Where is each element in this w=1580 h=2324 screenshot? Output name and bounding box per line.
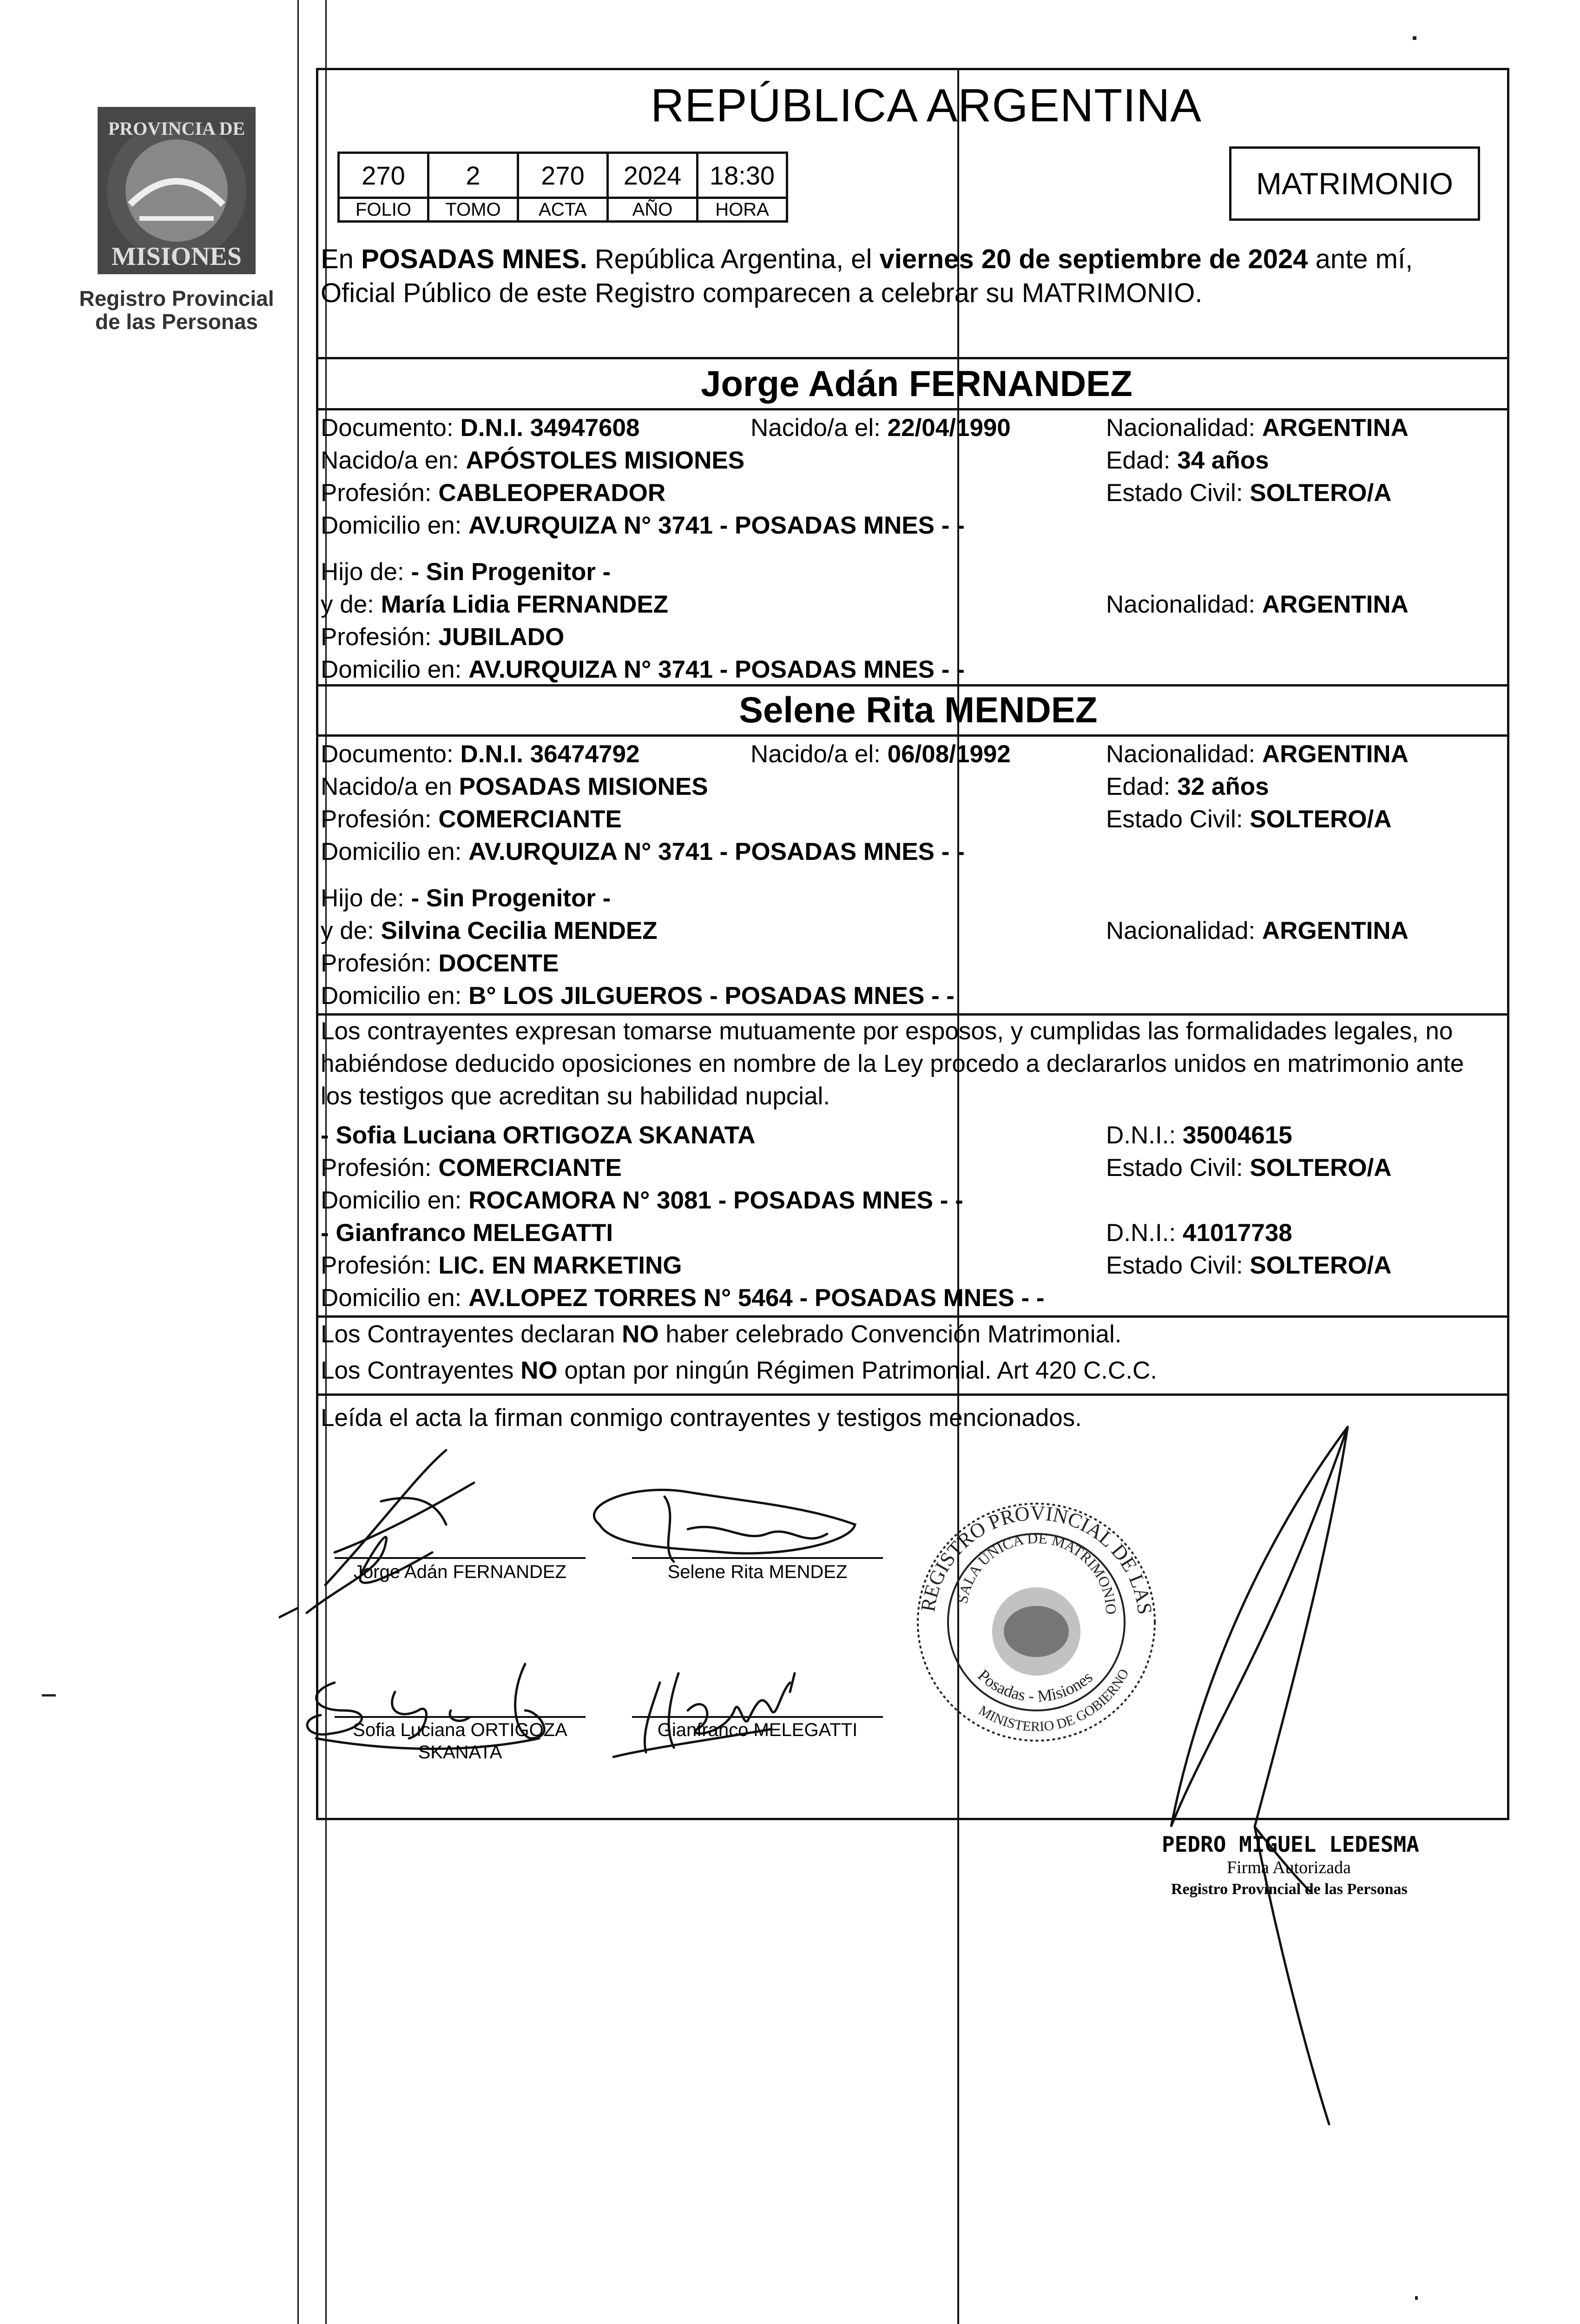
convention-line2: Los Contrayentes NO optan por ningún Régimen Patrimonial. Art 420 C.C.C. [321,1357,1157,1384]
groom-nationality: Nacionalidad: ARGENTINA [1106,414,1409,442]
acta-label: ACTA [518,198,608,222]
bride-birth-date: Nacido/a el: 06/08/1992 [750,740,1011,768]
witness1-address: Domicilio en: ROCAMORA N° 3081 - POSADAS MNES - - [321,1187,963,1214]
groom-name: Jorge Adán FERNANDEZ [701,363,1132,404]
groom-address: Domicilio en: AV.URQUIZA N° 3741 - POSADAS MNES - - [321,512,965,539]
folio-label: FOLIO [339,198,428,222]
seal-ministry-text: MINISTERIO DE GOBIERNO [976,1666,1132,1735]
groom-mother-nationality: Nacionalidad: ARGENTINA [1106,591,1409,618]
scan-margin-line [297,0,299,2324]
bride-signature-caption: Selene Rita MENDEZ [667,1562,848,1582]
witness2-dni: D.N.I.: 41017738 [1106,1219,1292,1247]
divider [316,734,1509,737]
record-reference-table [337,152,788,223]
svg-text:PROVINCIA DE: PROVINCIA DE [108,118,245,139]
groom-birth-place: Nacido/a en: APÓSTOLES MISIONES [321,447,745,474]
witness1-civil-status: Estado Civil: SOLTERO/A [1106,1154,1392,1182]
divider [316,1393,1509,1396]
groom-birth-date: Nacido/a el: 22/04/1990 [750,414,1011,442]
year-label: AÑO [608,198,698,222]
witness2-address: Domicilio en: AV.LOPEZ TORRES N° 5464 - POSADAS MNES - - [321,1284,1045,1312]
year-value: 2024 [608,153,698,198]
tomo-label: TOMO [428,198,518,222]
witness1-signature-caption-line2: SKANATA [418,1742,502,1763]
divider [316,408,1509,410]
bride-parent-address: Domicilio en: B° LOS JILGUEROS - POSADAS MNES - - [321,982,955,1010]
coat-of-arms-icon [79,98,274,293]
bride-parent-profession: Profesión: DOCENTE [321,950,559,977]
declaration-line1: Los contrayentes expresan tomarse mutuamente por esposos, y cumplidas las formalidades legales, no [321,1017,1453,1045]
declaration-line3: los testigos que acreditan su habilidad nupcial. [321,1083,830,1110]
groom-parent-address: Domicilio en: AV.URQUIZA N° 3741 - POSADAS MNES - - [321,656,965,683]
bride-mother: y de: Silvina Cecilia MENDEZ [321,917,658,944]
witness2-civil-status: Estado Civil: SOLTERO/A [1106,1252,1392,1279]
record-type-box: MATRIMONIO [1229,146,1480,221]
intro-line2: Oficial Público de este Registro comparecen a celebrar su MATRIMONIO. [321,278,1203,308]
folio-value: 270 [339,153,428,198]
hour-value: 18:30 [698,153,787,198]
divider [316,1013,1509,1016]
officer-name: PEDRO MIGUEL LEDESMA [1162,1832,1419,1857]
officer-signature [1152,1408,1413,2133]
registry-logo [79,98,274,339]
groom-signature-caption: Jorge Adán FERNANDEZ [354,1562,566,1582]
officer-office: Registro Provincial de las Personas [1171,1881,1408,1898]
groom-father: Hijo de: - Sin Progenitor - [321,558,611,586]
witness1-name: - Sofia Luciana ORTIGOZA SKANATA [321,1122,756,1149]
witness2-signature-caption: Gianfranco MELEGATTI [657,1720,858,1740]
groom-age: Edad: 34 años [1106,447,1269,474]
closing-statement: Leída el acta la firman conmigo contrayentes y testigos mencionados. [321,1404,1082,1432]
hour-label: HORA [698,198,787,222]
witness1-profession: Profesión: COMERCIANTE [321,1154,622,1182]
signature-line [335,1716,586,1718]
bride-father: Hijo de: - Sin Progenitor - [321,885,611,912]
intro-line1: En POSADAS MNES. República Argentina, el viernes 20 de septiembre de 2024 ante mí, [321,244,1413,274]
seal-inner-text: SALA ÚNICA DE MATRIMONIO [954,1529,1120,1615]
logo-caption-line2: de las Personas [95,310,258,334]
groom-civil-status: Estado Civil: SOLTERO/A [1106,479,1392,507]
scan-speck [1415,2296,1418,2300]
bride-profession: Profesión: COMERCIANTE [321,805,622,833]
acta-value: 270 [518,153,608,198]
bride-address: Domicilio en: AV.URQUIZA N° 3741 - POSADAS MNES - - [321,838,965,865]
logo-caption-line1: Registro Provincial [79,286,274,310]
bride-nationality: Nacionalidad: ARGENTINA [1106,740,1409,768]
divider [316,357,1509,359]
svg-text:MISIONES: MISIONES [111,242,242,271]
seal-bottom-text: Posadas - Misiones [974,1665,1096,1706]
scan-speck [42,1694,56,1697]
official-seal [906,1492,1166,1752]
bride-mother-nationality: Nacionalidad: ARGENTINA [1106,917,1409,944]
seal-stamp-icon [906,1492,1166,1752]
page-title: REPÚBLICA ARGENTINA [651,79,1202,132]
declaration-line2: habiéndose deducido oposiciones en nombre de la Ley procedo a declararlos unidos en matrimonio ante [321,1050,1464,1077]
groom-mother: y de: María Lidia FERNANDEZ [321,591,669,618]
groom-parent-profession: Profesión: JUBILADO [321,623,565,651]
divider [316,684,1509,687]
officer-role: Firma Autorizada [1227,1858,1351,1877]
groom-profession: Profesión: CABLEOPERADOR [321,479,666,507]
scan-speck [1413,36,1416,40]
witness2-name: - Gianfranco MELEGATTI [321,1219,613,1247]
bride-name: Selene Rita MENDEZ [739,689,1098,730]
bride-civil-status: Estado Civil: SOLTERO/A [1106,805,1392,833]
bride-age: Edad: 32 años [1106,773,1269,800]
groom-document: Documento: D.N.I. 34947608 [321,414,640,442]
convention-line1: Los Contrayentes declaran NO haber celebrado Convención Matrimonial. [321,1320,1122,1348]
signature-line [335,1557,586,1559]
signature-line [632,1557,883,1559]
bride-document: Documento: D.N.I. 36474792 [321,740,640,768]
bride-birth-place: Nacido/a en POSADAS MISIONES [321,773,708,800]
seal-outer-text: REGISTRO PROVINCIAL DE LAS [916,1501,1157,1616]
witness1-dni: D.N.I.: 35004615 [1106,1122,1292,1149]
tomo-value: 2 [428,153,518,198]
divider [316,1315,1509,1318]
witness2-profession: Profesión: LIC. EN MARKETING [321,1252,682,1279]
signature-line [632,1716,883,1718]
witness1-signature-caption-line1: Sofia Luciana ORTIGOZA [353,1720,567,1740]
